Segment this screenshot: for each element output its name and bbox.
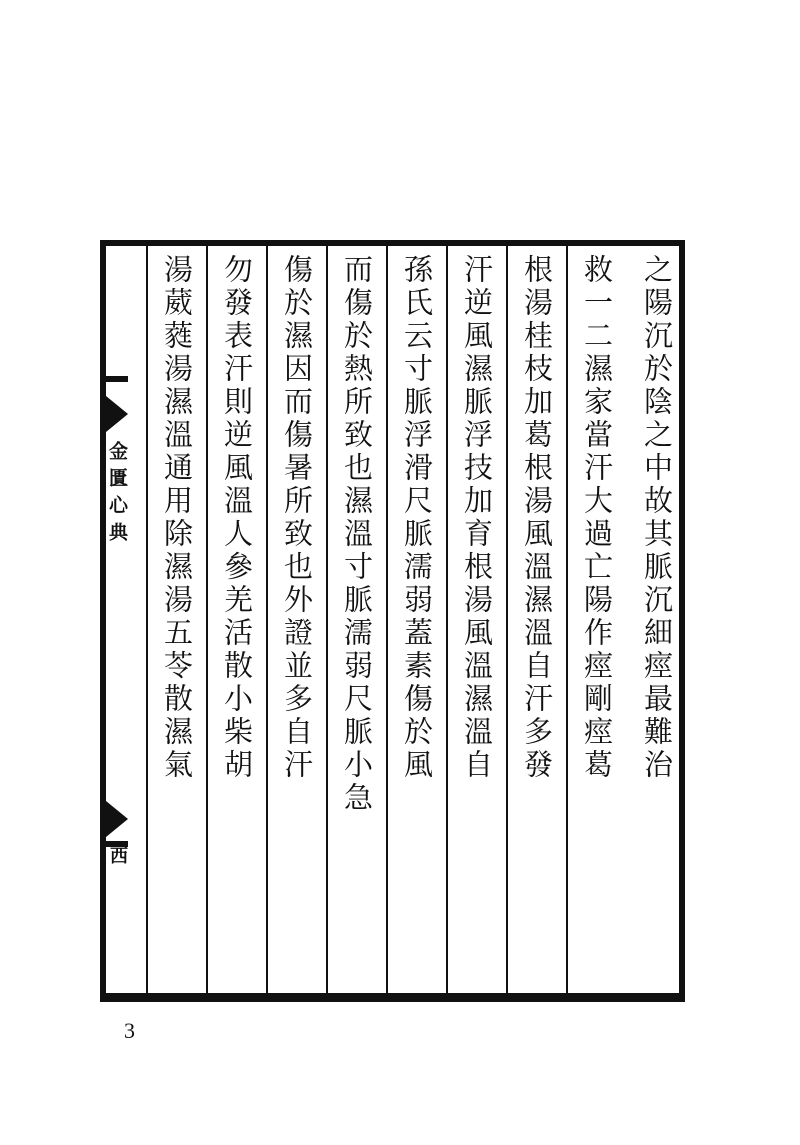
text-column-6: 而傷於熱所致也濕溫寸脈濡弱尺脈小急 <box>326 246 386 996</box>
text-column-7: 傷於濕因而傷暑所致也外證並多自汗 <box>266 246 326 996</box>
margin-fishtail-top <box>106 396 128 432</box>
margin-strip <box>106 246 128 996</box>
text-column-9: 湯葳蕤湯濕溫通用除濕湯五苓散濕氣 <box>146 246 206 996</box>
text-column-1: 之陽沉於陰之中故其脈沉細痙最難治 <box>640 254 674 782</box>
text-column-8: 勿發表汗則逆風溫人參羌活散小柴胡 <box>206 246 266 996</box>
margin-rule-top <box>106 376 128 382</box>
text-column-5: 孫氏云寸脈浮滑尺脈濡弱蓋素傷於風 <box>386 246 446 996</box>
text-column-3: 根湯桂枝加葛根湯風溫濕溫自汗多發 <box>506 246 566 996</box>
margin-subtitle: 西 <box>107 846 128 872</box>
margin-fishtail-bottom <box>106 801 128 837</box>
text-frame <box>100 240 685 1002</box>
margin-title: 金匱心典 <box>106 441 128 549</box>
page-number: 3 <box>124 1018 135 1043</box>
text-column-2: 救一二濕家當汗大過亡陽作痙剛痙葛 <box>566 246 626 996</box>
text-column-4: 汗逆風濕脈浮技加育根湯風溫濕溫自 <box>446 246 506 996</box>
